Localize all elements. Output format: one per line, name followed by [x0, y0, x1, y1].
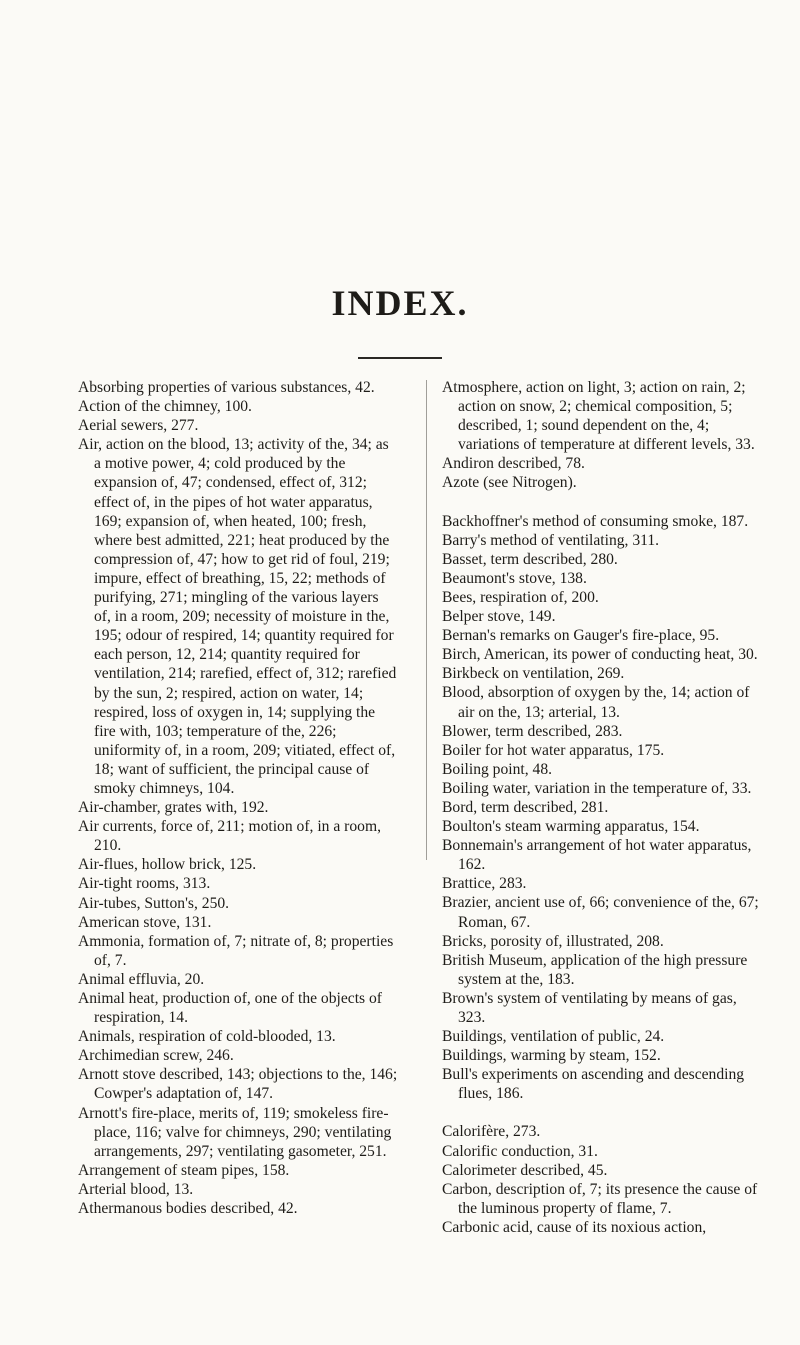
index-entry: Bernan's remarks on Gauger's fire-place, 95.	[442, 627, 720, 645]
index-entry: Air-tubes, Sutton's, 250.	[78, 894, 230, 912]
index-entry: Carbon, description of, 7; its presence the cause of the luminous property of flame, 7.	[442, 1180, 758, 1217]
index-entry: Buildings, warming by steam, 152.	[442, 1047, 661, 1065]
index-entry: Aerial sewers, 277.	[78, 417, 199, 435]
index-entry: Atmosphere, action on light, 3; action on rain, 2; action on snow, 2; chemical composition, 5; described, 1; sound dependent on the, 4; variations of temperature at different levels, 33.	[442, 379, 755, 454]
index-entry: Bord, term described, 281.	[442, 798, 609, 816]
index-entry: Calorifère, 273.	[442, 1123, 541, 1141]
index-entry: Bull's experiments on ascending and descending flues, 186.	[442, 1066, 745, 1103]
index-entry: Boiling water, variation in the temperature of, 33.	[442, 779, 752, 797]
index-entry: Blower, term described, 283.	[442, 722, 623, 740]
index-entry: Buildings, ventilation of public, 24.	[442, 1028, 665, 1046]
index-entry: Arrangement of steam pipes, 158.	[78, 1161, 290, 1179]
index-entry: Athermanous bodies described, 42.	[78, 1200, 298, 1218]
index-entry: Animal effluvia, 20.	[78, 970, 205, 988]
index-entry: Air-chamber, grates with, 192.	[78, 799, 269, 817]
index-entry: Air, action on the blood, 13; activity of the, 34; as a motive power, 4; cold produced by the expansion of, 47; condensed, effect of, 312; effect of, in the pipes of hot water apparatus, 169; expansion of, when heated, 100; fresh, where best admitted, 221; heat produced by the compression of, 47; how to get rid of foul, 219; impure, effect of breathing, 15, 22; methods of purifying, 271; mingling of the various layers of, in a room, 209; necessity of moisture in the, 195; odour of respired, 14; quantity required for each person, 12, 214; quantity required for ventilation, 214; rarefied, effect of, 312; rarefied by the sun, 2; respired, action on water, 14; respired, loss of oxygen in, 14; supplying the fire with, 103; temperature of the, 226; uniformity of, in a room, 209; vitiated, effect of, 18; want of sufficient, the principal cause of smoky chimneys, 104.	[78, 436, 397, 797]
index-entry: British Museum, application of the high pressure system at the, 183.	[442, 951, 748, 988]
index-entry: Absorbing properties of various substances, 42.	[78, 379, 375, 396]
index-entry: Arnott's fire-place, merits of, 119; smokeless fire-place, 116; valve for chimneys, 290; ventilating arrangements, 297; ventilating gasometer, 251.	[78, 1104, 392, 1160]
index-entry: Animal heat, production of, one of the objects of respiration, 14.	[78, 990, 382, 1027]
index-entry: Air currents, force of, 211; motion of, in a room, 210.	[78, 818, 381, 855]
index-entry: Air-flues, hollow brick, 125.	[78, 856, 257, 874]
index-entry: Ammonia, formation of, 7; nitrate of, 8; properties of, 7.	[78, 932, 394, 969]
index-entry: Blood, absorption of oxygen by the, 14; action of air on the, 13; arterial, 13.	[442, 684, 750, 721]
index-entry: Backhoffner's method of consuming smoke, 187.	[442, 512, 749, 530]
index-entry: Birkbeck on ventilation, 269.	[442, 665, 625, 683]
index-entry: American stove, 131.	[78, 913, 212, 931]
index-entry: Arnott stove described, 143; objections to the, 146; Cowper's adaptation of, 147.	[78, 1066, 398, 1103]
index-column-right	[442, 378, 762, 1237]
index-entry: Animals, respiration of cold-blooded, 13.	[78, 1028, 336, 1046]
index-entry: Archimedian screw, 246.	[78, 1047, 234, 1065]
index-entry: Boiling point, 48.	[442, 760, 553, 778]
index-entry: Brown's system of ventilating by means of gas, 323.	[442, 989, 737, 1026]
index-entry: Action of the chimney, 100.	[78, 398, 252, 416]
index-entry: Boulton's steam warming apparatus, 154.	[442, 818, 700, 836]
index-entry: Beaumont's stove, 138.	[442, 569, 587, 587]
page-title: INDEX.	[331, 283, 469, 323]
column-divider	[426, 380, 427, 860]
index-entry: Air-tight rooms, 313.	[78, 875, 211, 893]
index-entry: Brazier, ancient use of, 66; convenience of the, 67; Roman, 67.	[442, 894, 759, 931]
index-entry: Andiron described, 78.	[442, 455, 585, 473]
index-entry: Birch, American, its power of conducting heat, 30.	[442, 646, 758, 664]
index-column-left	[78, 378, 398, 1218]
index-entry: Bees, respiration of, 200.	[442, 588, 599, 606]
title-rule	[358, 357, 442, 359]
index-entry: Boiler for hot water apparatus, 175.	[442, 741, 665, 759]
index-entry: Arterial blood, 13.	[78, 1180, 194, 1198]
index-entry: Bonnemain's arrangement of hot water apparatus, 162.	[442, 837, 752, 874]
index-entry: Basset, term described, 280.	[442, 550, 618, 568]
index-entry: Bricks, porosity of, illustrated, 208.	[442, 932, 664, 950]
index-entry: Barry's method of ventilating, 311.	[442, 531, 660, 549]
index-entry: Azote (see Nitrogen).	[442, 474, 577, 492]
index-entry: Carbonic acid, cause of its noxious action,	[442, 1218, 707, 1236]
index-entry: Belper stove, 149.	[442, 608, 556, 626]
index-entry: Brattice, 283.	[442, 875, 527, 893]
index-entry: Calorimeter described, 45.	[442, 1161, 608, 1179]
index-entry: Calorific conduction, 31.	[442, 1142, 598, 1160]
